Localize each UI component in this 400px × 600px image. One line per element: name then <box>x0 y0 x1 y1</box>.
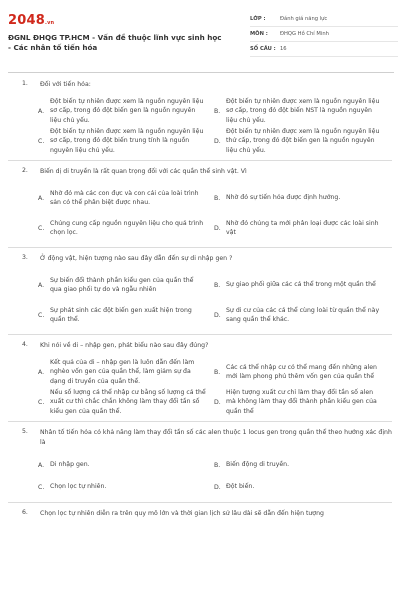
option-b[interactable] <box>214 454 386 476</box>
question-divider <box>8 160 392 161</box>
option-a[interactable] <box>38 454 210 476</box>
answer-options <box>38 183 392 243</box>
option-letter: A. <box>38 281 45 289</box>
option-letter: A. <box>38 107 45 115</box>
option-letter: C. <box>38 224 45 232</box>
question-number: 6. <box>22 509 28 516</box>
info-label: LỚP : <box>250 16 266 22</box>
option-text: Chọn lọc tự nhiên. <box>50 483 107 491</box>
option-text: Đột biến tự nhiên được xem là nguồn nguyên liệu sơ cấp, trong đó đột biến gen là nguồn nguyên liệu chủ yếu. <box>50 97 204 124</box>
answer-options <box>38 270 392 330</box>
option-c[interactable] <box>38 126 210 156</box>
option-text: Đột biến. <box>226 483 255 491</box>
question-number: 5. <box>22 428 28 435</box>
question-divider <box>8 247 392 248</box>
question-list <box>0 80 400 519</box>
option-c[interactable] <box>38 213 210 243</box>
option-letter: B. <box>214 461 221 469</box>
option-letter: B. <box>214 368 221 376</box>
info-box <box>250 12 398 57</box>
option-a[interactable] <box>38 270 210 300</box>
option-letter: D. <box>214 311 221 319</box>
option-a[interactable] <box>38 357 210 387</box>
question-1 <box>0 80 400 156</box>
document-title: ĐGNL ĐHQG TP.HCM - Vấn đề thuộc lĩnh vực sinh học - Các nhân tố tiến hóa <box>8 33 222 52</box>
question-number: 3. <box>22 254 28 261</box>
option-d[interactable] <box>214 213 386 243</box>
header-divider <box>8 72 394 73</box>
info-value: 16 <box>280 46 287 52</box>
question-divider <box>8 502 392 503</box>
answer-options <box>38 96 392 156</box>
info-value: ĐHQG Hồ Chí Minh <box>280 31 329 37</box>
question-6 <box>0 509 400 519</box>
option-letter: D. <box>214 224 221 232</box>
option-a[interactable] <box>38 183 210 213</box>
option-letter: C. <box>38 398 45 406</box>
option-c[interactable] <box>38 387 210 417</box>
option-d[interactable] <box>214 300 386 330</box>
info-row-class <box>250 12 398 27</box>
option-letter: B. <box>214 281 221 289</box>
option-letter: A. <box>38 194 45 202</box>
info-row-count <box>250 42 398 57</box>
question-text: Nhân tố tiến hóa có khả năng làm thay đổi tần số các alen thuộc 1 locus gen trong quần thể theo hướng xác định là <box>40 429 392 446</box>
option-text: Sự phát sinh các đột biến gen xuất hiện trong quần thể. <box>50 306 192 323</box>
info-value: Đánh giá năng lực <box>280 16 328 22</box>
option-text: Sự giao phối giữa các cá thể trong một quần thể <box>226 281 376 289</box>
question-text: Ở động vật, hiện tượng nào sau đây dẫn đến sự di nhập gen ? <box>40 255 233 262</box>
option-b[interactable] <box>214 183 386 213</box>
option-letter: B. <box>214 194 221 202</box>
option-letter: C. <box>38 137 45 145</box>
question-2 <box>0 167 400 243</box>
option-text: Di nhập gen. <box>50 461 90 469</box>
option-text: Nhờ đó mà các con đực và con cái của loài trình sản có thể phân biệt được nhau. <box>50 189 199 206</box>
option-b[interactable] <box>214 357 386 387</box>
option-text: Đột biến tự nhiên được xem là nguồn nguyên liệu sơ cấp, trong đó đột biến NST là nguồn nguyên liệu chủ yếu. <box>226 97 380 124</box>
question-5 <box>0 428 400 498</box>
option-letter: A. <box>38 461 45 469</box>
option-text: Biến động di truyền. <box>226 461 290 469</box>
option-a[interactable] <box>38 96 210 126</box>
info-row-subject <box>250 27 398 42</box>
logo-suffix: .vn <box>44 20 55 26</box>
answer-options <box>38 357 392 417</box>
question-number: 4. <box>22 341 28 348</box>
option-text: Nếu số lượng cá thể nhập cư bằng số lượng cá thể xuất cư thì chắc chắn không làm thay đổi tần số kiểu gen của quần thể. <box>50 388 206 415</box>
question-3 <box>0 254 400 330</box>
option-b[interactable] <box>214 270 386 300</box>
option-text: Đột biến tự nhiên được xem là nguồn nguyên liệu thứ cấp, trong đó đột biến gen là nguồn nguyên liệu chủ yếu. <box>226 127 380 154</box>
info-label: MÔN : <box>250 31 268 37</box>
option-text: Kết quả của di – nhập gen là luôn dẫn đến làm nghèo vốn gen của quần thể, làm giảm sự đa dạng di truyền của quần thể. <box>50 358 195 385</box>
option-letter: D. <box>214 398 221 406</box>
option-text: Các cá thể nhập cư có thể mang đến những alen mới làm phong phú thêm vốn gen của quần thể <box>226 363 377 380</box>
question-number: 1. <box>22 80 28 87</box>
question-4 <box>0 341 400 417</box>
option-d[interactable] <box>214 387 386 417</box>
option-letter: D. <box>214 483 221 491</box>
option-text: Sự biến đổi thành phần kiểu gen của quần thể qua giao phối tự do và ngẫu nhiên <box>50 276 194 293</box>
option-letter: A. <box>38 368 45 376</box>
question-text: Biến dị di truyền là rất quan trọng đối với các quần thể sinh vật. Vì <box>40 168 247 175</box>
option-letter: B. <box>214 107 221 115</box>
option-text: Đột biến tự nhiên được xem là nguồn nguyên liệu sơ cấp, trong đó đột biến trung tính là nguồn nguyên liệu chủ yếu. <box>50 127 204 154</box>
question-text: Chọn lọc tự nhiên diễn ra trên quy mô lớn và thời gian lịch sử lâu dài sẽ dẫn đến hiện tượng <box>40 510 324 517</box>
question-text: Đối với tiến hóa: <box>40 81 91 88</box>
option-letter: D. <box>214 137 221 145</box>
option-d[interactable] <box>214 476 386 498</box>
logo-main: 2048 <box>8 13 45 28</box>
option-text: Hiện tượng xuất cư chỉ làm thay đổi tần số alen mà không làm thay đổi thành phần kiểu gen của quần thể <box>226 388 377 415</box>
option-letter: C. <box>38 483 45 491</box>
option-text: Nhờ đó chúng ta mới phân loại được các loài sinh vật <box>226 219 379 236</box>
site-logo[interactable] <box>8 13 54 28</box>
option-b[interactable] <box>214 96 386 126</box>
option-text: Sự di cư của các cá thể cùng loài từ quần thể này sang quần thể khác. <box>226 306 380 323</box>
info-label: SỐ CÂU : <box>250 46 276 52</box>
answer-options <box>38 454 392 498</box>
page-header <box>0 0 400 70</box>
option-text: Nhờ đó sự tiến hóa được định hướng. <box>226 194 341 202</box>
question-number: 2. <box>22 167 28 174</box>
option-d[interactable] <box>214 126 386 156</box>
option-c[interactable] <box>38 476 210 498</box>
question-text: Khi nói về di – nhập gen, phát biểu nào sau đây đúng? <box>40 342 209 349</box>
question-divider <box>8 421 392 422</box>
option-letter: C. <box>38 311 45 319</box>
option-text: Chúng cung cấp nguồn nguyên liệu cho quá trình chọn lọc. <box>50 219 204 236</box>
question-divider <box>8 334 392 335</box>
option-c[interactable] <box>38 300 210 330</box>
